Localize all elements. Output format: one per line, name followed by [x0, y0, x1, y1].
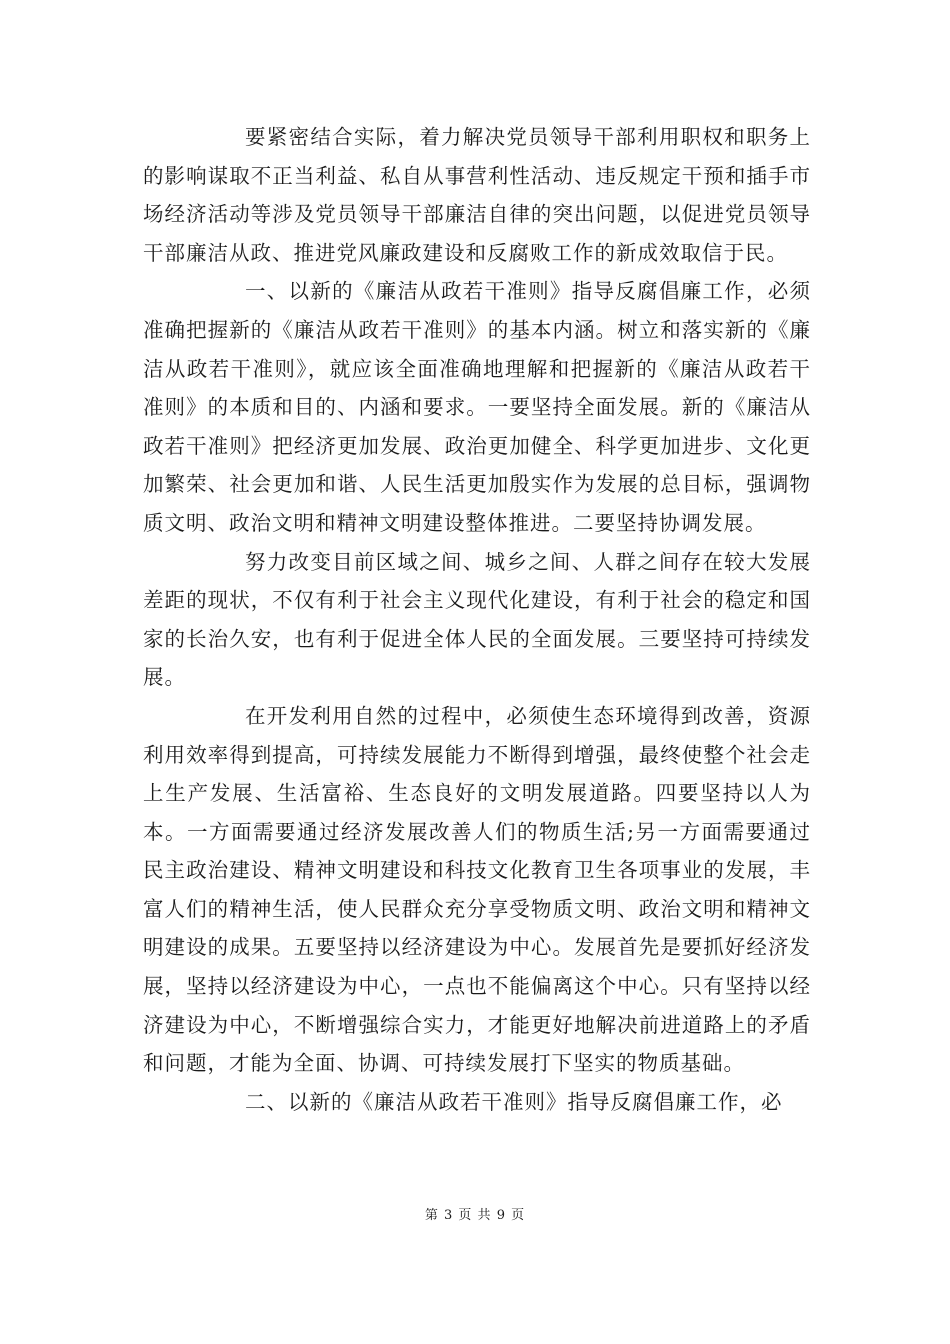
document-body: [143, 118, 811, 1121]
paragraph-2: 一、以新的《廉洁从政若干准则》指导反腐倡廉工作，必须准确把握新的《廉洁从政若干准则》的基本内涵。树立和落实新的《廉洁从政若干准则》，就应该全面准确地理解和把握新的《廉洁从政若干准则》的本质和目的、内涵和要求。一要坚持全面发展。新的《廉洁从政若干准则》把经济更加发展、政治更加健全、科学更加进步、文化更加繁荣、社会更加和谐、人民生活更加殷实作为发展的总目标，强调物质文明、政治文明和精神文明建设整体推进。二要坚持协调发展。: [143, 279, 811, 535]
total-page-count: 9: [496, 1208, 506, 1223]
page-number-suffix: 页: [511, 1208, 526, 1223]
paragraph-4: 在开发利用自然的过程中，必须使生态环境得到改善，资源利用效率得到提高，可持续发展能力不断得到增强，最终使整个社会走上生产发展、生活富裕、生态良好的文明发展道路。四要坚持以人为本。一方面需要通过经济发展改善人们的物质生活;另一方面需要通过民主政治建设、精神文明建设和科技文化教育卫生各项事业的发展，丰富人们的精神生活，使人民群众充分享受物质文明、政治文明和精神文明建设的成果。五要坚持以经济建设为中心。发展首先是要抓好经济发展，坚持以经济建设为中心，一点也不能偏离这个中心。只有坚持以经济建设为中心，不断增强综合实力，才能更好地解决前进道路上的矛盾和问题，才能为全面、协调、可持续发展打下坚实的物质基础。: [143, 703, 811, 1076]
current-page-number: 3: [444, 1208, 454, 1223]
paragraph-3: 努力改变目前区域之间、城乡之间、人群之间存在较大发展差距的现状，不仅有利于社会主义现代化建设，有利于社会的稳定和国家的长治久安，也有利于促进全体人民的全面发展。三要坚持可持续发展。: [143, 549, 811, 690]
paragraph-1: 要紧密结合实际，着力解决党员领导干部利用职权和职务上的影响谋取不正当利益、私自从事营利性活动、违反规定干预和插手市场经济活动等涉及党员领导干部廉洁自律的突出问题，以促进党员领导干部廉洁从政、推进党风廉政建设和反腐败工作的新成效取信于民。: [143, 125, 811, 265]
page-number-middle: 页 共: [458, 1208, 492, 1223]
page-number-prefix: 第: [424, 1208, 439, 1223]
paragraph-5: 二、以新的《廉洁从政若干准则》指导反腐倡廉工作，必: [245, 1089, 783, 1114]
page-footer: [0, 1204, 950, 1223]
